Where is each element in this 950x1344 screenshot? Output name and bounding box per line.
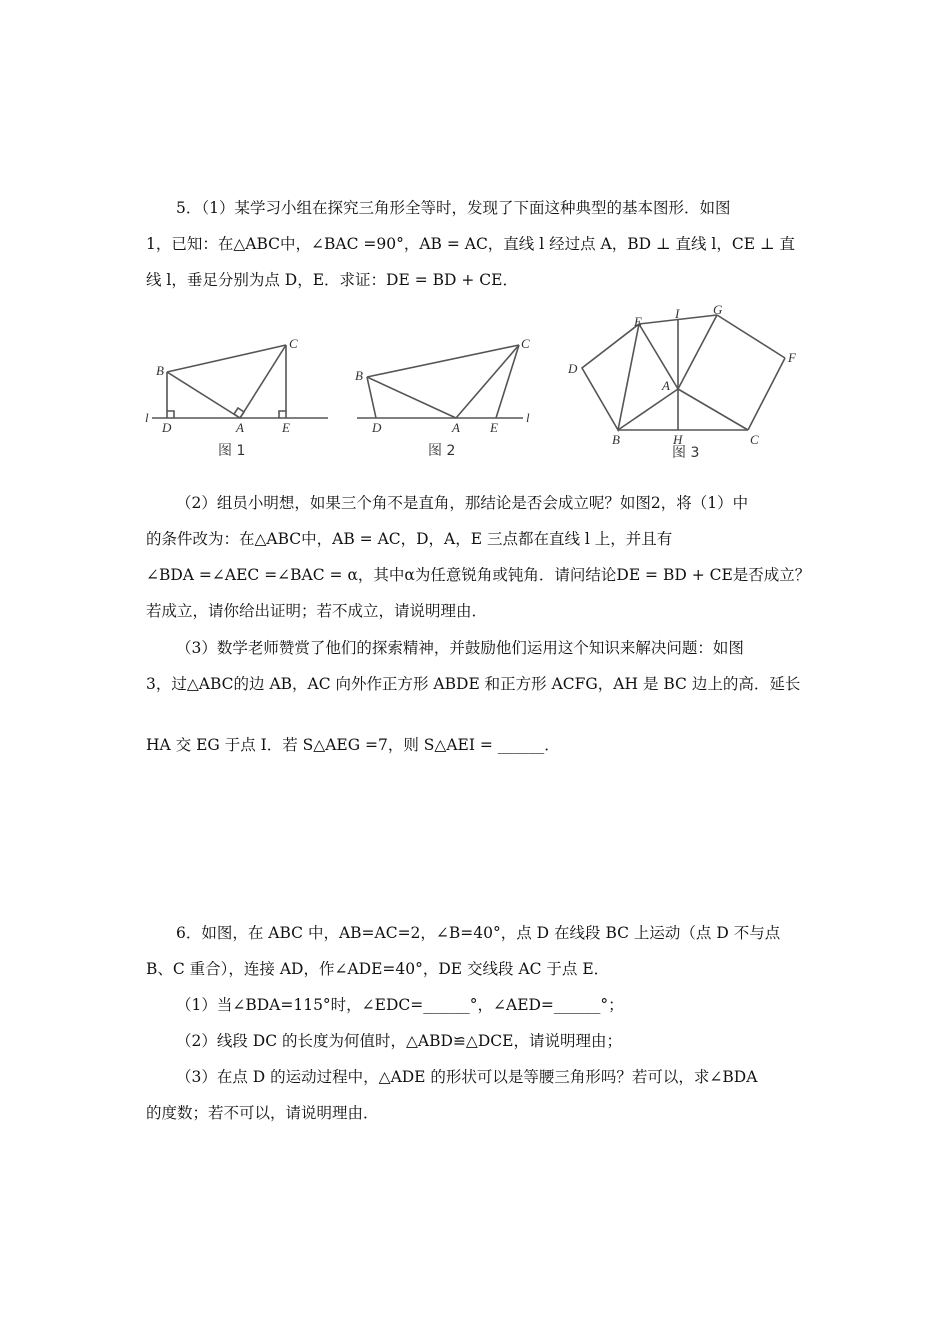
- p6-line-1: 6．如图，在 ABC 中，AB=AC=2，∠B=40°，点 D 在线段 BC 上运动（点 D 不与点: [176, 924, 781, 942]
- fig3-label-B: B: [612, 432, 620, 447]
- p5-line-2: 1，已知：在△ABC中，∠BAC =90°，AB = AC，直线 l 经过点 A，BD ⊥ 直线 l，CE ⊥ 直: [146, 235, 795, 253]
- fig1-segment-CA: [240, 345, 286, 418]
- p5-q2-line-1: （2）组员小明想，如果三个角不是直角，那结论是否会成立呢？如图2，将（1）中: [176, 494, 749, 512]
- fig1-label-A: A: [236, 420, 244, 435]
- fig3-segment-AC: [678, 389, 748, 430]
- fig3-label-D: D: [568, 361, 578, 376]
- fig1-segment-BA: [167, 372, 240, 418]
- p6-q1: （1）当∠BDA=115°时，∠EDC=______°，∠AED=______°；: [176, 996, 624, 1014]
- fig3-segment-GF: [717, 315, 785, 358]
- figure-3: [560, 300, 810, 465]
- fig3-segment-AG: [678, 315, 717, 389]
- p6-q2: （2）线段 DC 的长度为何值时，△ABD≌△DCE，请说明理由；: [176, 1032, 622, 1050]
- fig2-label-E: E: [490, 420, 498, 435]
- fig2-label-C: C: [521, 336, 530, 351]
- figure-2: [345, 330, 545, 460]
- p5-q3-line-3: HA 交 EG 于点 I．若 S△AEG =7，则 S△AEI = ______．: [146, 736, 560, 754]
- fig3-label-E: E: [634, 314, 642, 329]
- fig2-segment-BD: [367, 377, 376, 418]
- fig3-square-ABDE-part: [582, 324, 639, 430]
- fig2-segment-CE: [496, 345, 519, 418]
- p5-line-1: 5．（1）某学习小组在探究三角形全等时，发现了下面这种典型的基本图形．如图: [176, 199, 731, 217]
- fig3-segment-BA: [618, 389, 678, 430]
- fig3-label-H: H: [673, 432, 683, 447]
- p5-q2-line-2: 的条件改为：在△ABC中，AB = AC，D，A，E 三点都在直线 l 上，并且有: [146, 530, 673, 548]
- fig2-label-D: D: [372, 420, 382, 435]
- p5-line-3: 线 l，垂足分别为点 D，E．求证：DE = BD + CE．: [146, 271, 518, 289]
- p6-q3-line-1: （3）在点 D 的运动过程中，△ADE 的形状可以是等腰三角形吗？若可以，求∠BDA: [176, 1068, 758, 1086]
- fig1-right-angle-D: [167, 411, 174, 418]
- figure-1: [140, 330, 340, 460]
- fig2-label-B: B: [355, 368, 363, 383]
- fig2-segment-BA: [367, 377, 456, 418]
- fig1-caption: 图 1: [218, 443, 246, 459]
- fig3-segment-EA: [639, 324, 678, 389]
- p6-q3-line-2: 的度数；若不可以，请说明理由．: [146, 1104, 379, 1122]
- fig1-label-C: C: [289, 336, 298, 351]
- p5-q3-line-2: 3，过△ABC的边 AB，AC 向外作正方形 ABDE 和正方形 ACFG，AH 是 BC 边上的高．延长: [146, 675, 801, 693]
- fig3-label-G: G: [713, 302, 723, 317]
- fig1-right-angle-A: [234, 408, 244, 418]
- p5-q2-line-3: ∠BDA =∠AEC =∠BAC = α，其中α为任意锐角或钝角．请问结论DE = BD + CE是否成立？: [146, 566, 811, 584]
- fig3-label-I: I: [675, 306, 680, 321]
- p6-line-2: B、C 重合），连接 AD，作∠ADE=40°，DE 交线段 AC 于点 E．: [146, 960, 610, 978]
- fig3-label-C: C: [750, 432, 759, 447]
- p5-q3-line-1: （3）数学老师赞赏了他们的探索精神，并鼓励他们运用这个知识来解决问题：如图: [176, 639, 744, 657]
- fig1-label-D: D: [162, 420, 172, 435]
- fig3-label-A: A: [662, 378, 670, 393]
- fig1-right-angle-E: [279, 411, 286, 418]
- fig1-segment-BC: [167, 345, 286, 372]
- fig1-label-l: l: [145, 410, 149, 425]
- fig1-label-B: B: [156, 363, 164, 378]
- fig2-label-l: l: [526, 410, 530, 425]
- fig3-caption: 图 3: [672, 445, 700, 461]
- fig2-label-A: A: [452, 420, 460, 435]
- fig2-caption: 图 2: [428, 443, 456, 459]
- fig3-segment-FC: [748, 358, 785, 430]
- fig3-label-F: F: [788, 350, 796, 365]
- p5-q2-line-4: 若成立，请你给出证明；若不成立，请说明理由．: [146, 602, 488, 620]
- fig1-label-E: E: [282, 420, 290, 435]
